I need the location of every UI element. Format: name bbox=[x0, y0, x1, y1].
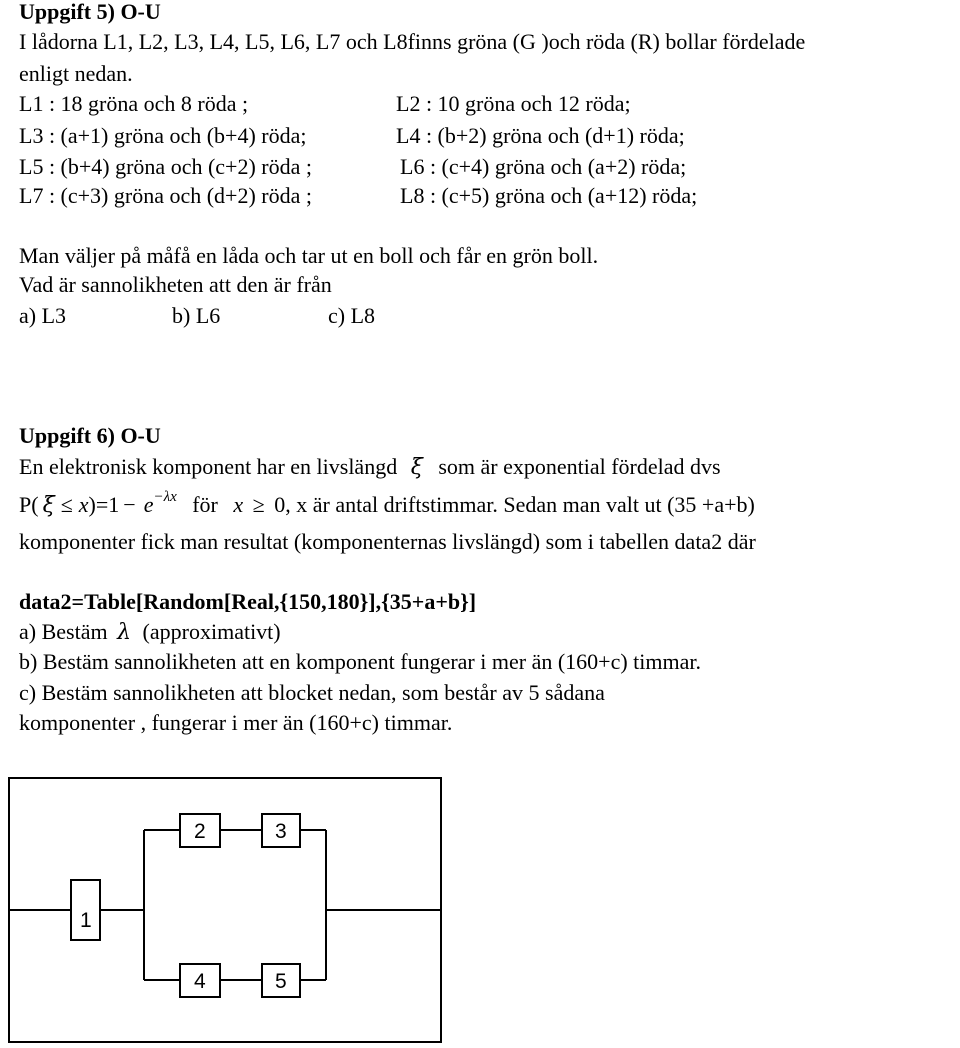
lambda-symbol: λ bbox=[117, 620, 132, 645]
formula-zero: 0 bbox=[274, 492, 286, 517]
formula-leq: ≤ bbox=[60, 492, 73, 517]
component-2-label: 2 bbox=[194, 820, 206, 843]
task5-intro-line1: I lådorna L1, L2, L3, L4, L5, L6, L7 och L8finns gröna (G )och röda (R) bollar fördelade bbox=[19, 29, 806, 54]
component-5-label: 5 bbox=[275, 970, 287, 993]
component-3-label: 3 bbox=[275, 820, 287, 843]
task6-formula-line bbox=[19, 489, 755, 520]
formula-for: för bbox=[192, 492, 218, 517]
task6-part-a bbox=[19, 620, 281, 645]
task6-line3: komponenter fick man resultat (komponenternas livslängd) som i tabellen data2 där bbox=[19, 529, 756, 554]
task5-part-b: b) L6 bbox=[172, 303, 221, 328]
formula-minus: − bbox=[123, 492, 136, 517]
task6-part-c-line2: komponenter , fungerar i mer än (160+c) timmar. bbox=[19, 710, 453, 735]
formula-x: x bbox=[78, 492, 89, 517]
formula-close-eq: )=1 bbox=[88, 492, 120, 517]
box-l5: L5 : (b+4) gröna och (c+2) röda ; bbox=[19, 154, 312, 179]
box-l1: L1 : 18 gröna och 8 röda ; bbox=[19, 91, 249, 116]
task6-part-a-suffix: (approximativt) bbox=[142, 619, 281, 644]
reliability-block-diagram bbox=[0, 770, 960, 1048]
component-3 bbox=[262, 814, 300, 847]
box-l2: L2 : 10 gröna och 12 röda; bbox=[396, 91, 631, 116]
task6-line1 bbox=[19, 455, 721, 480]
component-1 bbox=[71, 880, 100, 940]
component-2 bbox=[180, 814, 220, 847]
task5-part-a: a) L3 bbox=[19, 303, 67, 328]
box-l3: L3 : (a+1) gröna och (b+4) röda; bbox=[19, 123, 307, 148]
xi-symbol: ξ bbox=[410, 455, 423, 480]
formula-exponent: −λx bbox=[153, 489, 177, 505]
task6-part-a-prefix: a) Bestäm bbox=[19, 619, 108, 644]
component-1-label: 1 bbox=[80, 909, 92, 932]
task6-title: Uppgift 6) O-U bbox=[19, 423, 161, 448]
task5-part-c: c) L8 bbox=[328, 303, 376, 328]
task5-title: Uppgift 5) O-U bbox=[19, 0, 161, 24]
task6-line1-end: som är exponential fördelad dvs bbox=[438, 454, 721, 479]
task5-question-line1: Man väljer på måfå en låda och tar ut en boll och får en grön boll. bbox=[19, 243, 599, 268]
formula-rest: , x är antal driftstimmar. Sedan man valt ut (35 +a+b) bbox=[285, 492, 755, 517]
task6-part-b: b) Bestäm sannolikheten att en komponent fungerar i mer än (160+c) timmar. bbox=[19, 649, 701, 674]
component-4-label: 4 bbox=[194, 970, 206, 993]
task6-part-c-line1: c) Bestäm sannolikheten att blocket nedan, som består av 5 sådana bbox=[19, 680, 605, 705]
component-4 bbox=[180, 964, 220, 997]
component-5 bbox=[262, 964, 300, 997]
task5-question-line2: Vad är sannolikheten att den är från bbox=[19, 272, 332, 297]
task6-line1-start: En elektronisk komponent har en livslängd bbox=[19, 454, 398, 479]
box-l7: L7 : (c+3) gröna och (d+2) röda ; bbox=[19, 183, 312, 208]
box-l4: L4 : (b+2) gröna och (d+1) röda; bbox=[396, 123, 685, 148]
formula-xi: ξ bbox=[42, 493, 55, 518]
box-l6: L6 : (c+4) gröna och (a+2) röda; bbox=[400, 154, 687, 179]
task5-intro-line2: enligt nedan. bbox=[19, 61, 133, 86]
formula-geq: ≥ bbox=[252, 492, 265, 517]
formula-x2: x bbox=[233, 492, 244, 517]
formula-e: e bbox=[143, 492, 154, 517]
formula-p-open: P( bbox=[19, 492, 39, 517]
task6-data-line: data2=Table[Random[Real,{150,180}],{35+a+b}] bbox=[19, 589, 477, 614]
box-l8: L8 : (c+5) gröna och (a+12) röda; bbox=[400, 183, 698, 208]
